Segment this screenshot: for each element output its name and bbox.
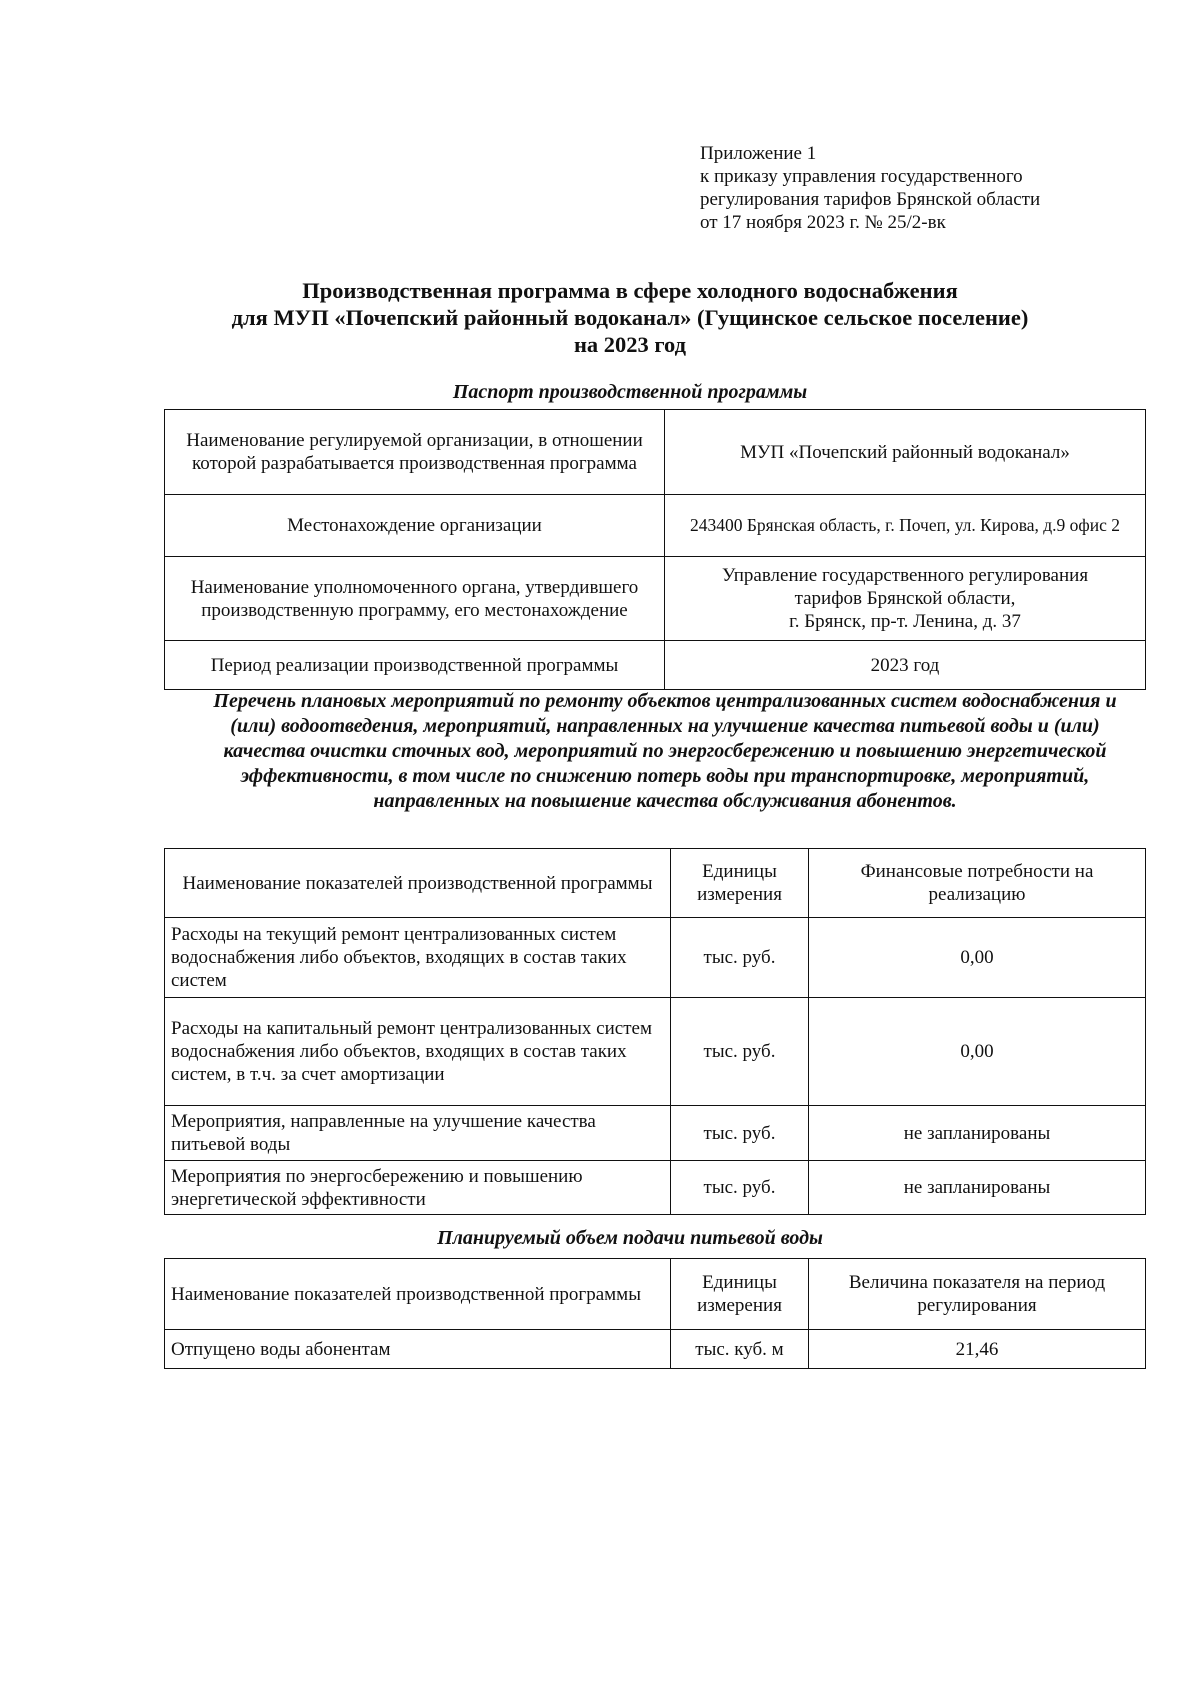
indicator-name: Мероприятия, направленные на улучшение качества питьевой воды [165,1106,671,1161]
table-row [165,495,1146,557]
title-line: Производственная программа в сфере холодного водоснабжения [302,278,958,303]
passport-value-line: Управление государственного регулирования [721,565,1089,586]
indicator-unit: тыс. куб. м [671,1330,809,1369]
indicator-value: не запланированы [809,1161,1146,1215]
appendix-line: регулирования тарифов Брянской области [700,189,1041,210]
document-title [120,277,1140,358]
indicator-value: 21,46 [809,1330,1146,1369]
table-row [165,1259,1146,1330]
title-line: для МУП «Почепский районный водоканал» (Гущинское сельское поселение) [231,305,1029,330]
passport-value: 2023 год [665,641,1146,690]
table-row [165,849,1146,918]
indicator-name: Мероприятия по энергосбережению и повышению энергетической эффективности [165,1161,671,1215]
appendix-line: от 17 ноября 2023 г. № 25/2-вк [700,212,946,233]
measures-table [164,848,1146,1215]
table-row [165,918,1146,998]
table-row [165,641,1146,690]
title-line: на 2023 год [573,332,687,357]
volume-heading: Планируемый объем подачи питьевой воды [437,1227,823,1249]
column-header: Единицы измерения [671,849,809,918]
indicator-unit: тыс. руб. [671,1106,809,1161]
passport-table [164,409,1146,690]
table-row [165,1330,1146,1369]
appendix-reference [700,142,1170,234]
measures-heading: Перечень плановых мероприятий по ремонту объектов централизованных систем водоснабжения и (или) водоотведения, мероприятий, направленных на улучшение качества питьевой воды и (или) качества очистки сточных вод, мероприятий по энергосбережению и повышению энергетической эффективности, в том числе по снижению потерь воды при транспортировке, мероприятий, направленных на повышение качества обслуживания абонентов. [213,690,1117,812]
column-header: Величина показателя на период регулирования [809,1259,1146,1330]
indicator-value: не запланированы [809,1106,1146,1161]
table-row [165,557,1146,641]
passport-label: Период реализации производственной программы [165,641,665,690]
column-header: Финансовые потребности на реализацию [809,849,1146,918]
appendix-line: Приложение 1 [700,143,817,164]
indicator-unit: тыс. руб. [671,918,809,998]
indicator-name: Расходы на текущий ремонт централизованных систем водоснабжения либо объектов, входящих в состав таких систем [165,918,671,998]
passport-value-line: г. Брянск, пр-т. Ленина, д. 37 [789,611,1021,632]
passport-label: Местонахождение организации [165,495,665,557]
table-row [165,1161,1146,1215]
column-header: Наименование показателей производственной программы [165,1259,671,1330]
passport-value: МУП «Почепский районный водоканал» [665,410,1146,495]
indicator-unit: тыс. руб. [671,998,809,1106]
indicator-unit: тыс. руб. [671,1161,809,1215]
table-row [165,410,1146,495]
appendix-line: к приказу управления государственного [700,166,1023,187]
column-header: Наименование показателей производственной программы [165,849,671,918]
passport-value: 243400 Брянская область, г. Почеп, ул. Кирова, д.9 офис 2 [665,495,1146,557]
table-row [165,998,1146,1106]
volume-table [164,1258,1146,1369]
passport-label: Наименование регулируемой организации, в отношении которой разрабатывается производственная программа [165,410,665,495]
passport-value [665,557,1146,641]
passport-heading: Паспорт производственной программы [452,381,808,403]
indicator-value: 0,00 [809,918,1146,998]
passport-value-line: тарифов Брянской области, [794,588,1016,609]
indicator-name: Расходы на капитальный ремонт централизованных систем водоснабжения либо объектов, входящих в состав таких систем, в т.ч. за счет амортизации [165,998,671,1106]
passport-label: Наименование уполномоченного органа, утвердившего производственную программу, его местонахождение [165,557,665,641]
indicator-value: 0,00 [809,998,1146,1106]
column-header: Единицы измерения [671,1259,809,1330]
indicator-name: Отпущено воды абонентам [165,1330,671,1369]
table-row [165,1106,1146,1161]
